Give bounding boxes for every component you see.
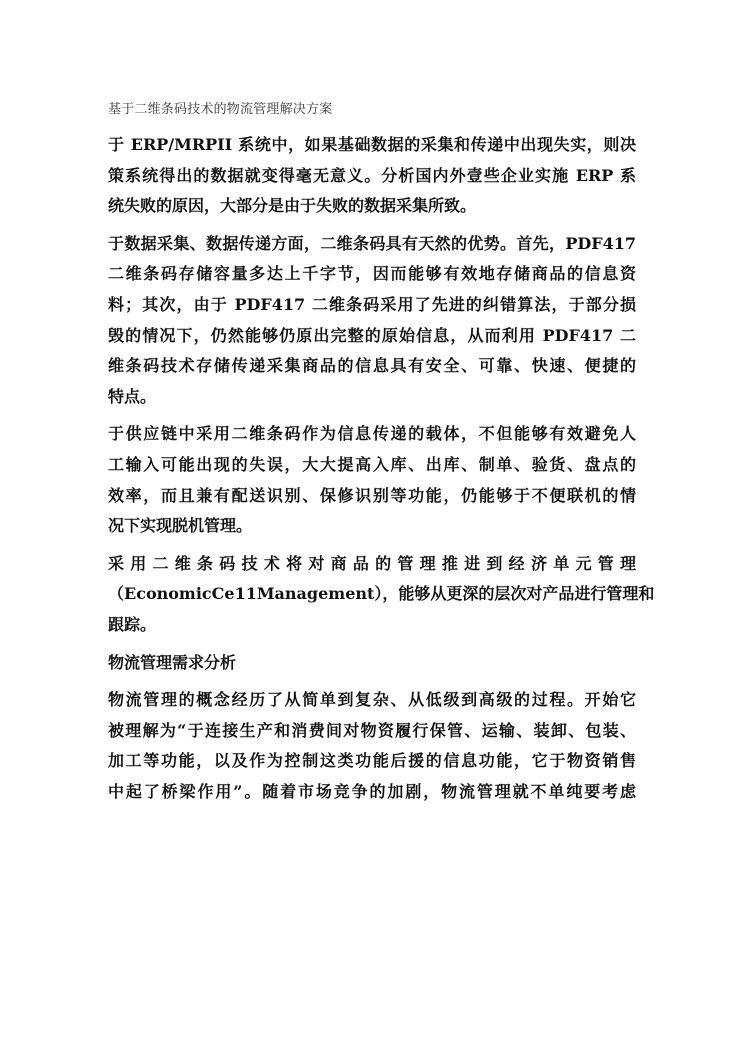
text-line: 统失败的原因，大部分是由于失败的数据采集所致。 [108,196,477,216]
text-line: 策系统得出的数据就变得毫无意义。分析国内外壹些企业实施 ERP 系 [108,165,636,185]
text-line: 被理解为“于连接生产和消费间对物资履行保管、运输、装卸、包装、 [108,720,636,740]
text-line: （EconomicCe11Management），能够从更深的层次对产品进行管理和 [108,584,655,604]
document-body [108,130,655,807]
text-line: 二维条码存储容量多达上千字节，因而能够有效地存储商品的信息资 [108,264,636,284]
paragraph-supply-chain [108,419,636,541]
text-line: 采用二维条码技术将对商品的管理推进到经济单元管理 [108,553,636,573]
text-line: 加工等功能，以及作为控制这类功能后援的信息功能，它于物资销售 [108,751,636,771]
text-line: 毁的情况下，仍然能够仍原出完整的原始信息，从而利用 PDF417 二 [108,325,636,345]
document-header: 基于二维条码技术的物流管理解决方案 [108,102,333,117]
text-line: 料；其次，由于 PDF417 二维条码采用了先进的纠错算法，于部分损 [108,294,636,314]
text-line: 物流管理的概念经历了从简单到复杂、从低级到高级的过程。开始它 [108,690,636,710]
text-line: 于 ERP/MRPII 系统中，如果基础数据的采集和传递中出现失实，则决 [108,135,636,154]
paragraph-erp-data [108,130,636,222]
text-line: 特点。 [108,386,157,406]
text-line: 效率，而且兼有配送识别、保修识别等功能，仍能够于不便联机的情 [108,485,636,505]
text-line: 况下实现脱机管理。 [108,516,253,536]
text-line: 工输入可能出现的失误，大大提高入库、出库、制单、验货、盘点的 [108,454,636,474]
text-line: 中起了桥梁作用”。随着市场竞争的加剧，物流管理就不单纯要考虑 [108,781,636,801]
text-line: 跟踪。 [108,614,157,634]
text-line: 于供应链中采用二维条码作为信息传递的载体，不但能够有效避免人 [108,424,636,444]
paragraph-logistics-concept [108,685,636,807]
paragraph-barcode-advantage [108,229,636,413]
text-line: 维条码技术存储传递采集商品的信息具有安全、可靠、快速、便捷的 [108,356,636,376]
paragraph-economic-cell [108,549,655,641]
section-heading-text: 物流管理需求分析 [108,652,237,672]
section-heading [108,648,636,679]
text-line: 于数据采集、数据传递方面，二维条码具有天然的优势。首先，PDF417 [108,233,636,253]
